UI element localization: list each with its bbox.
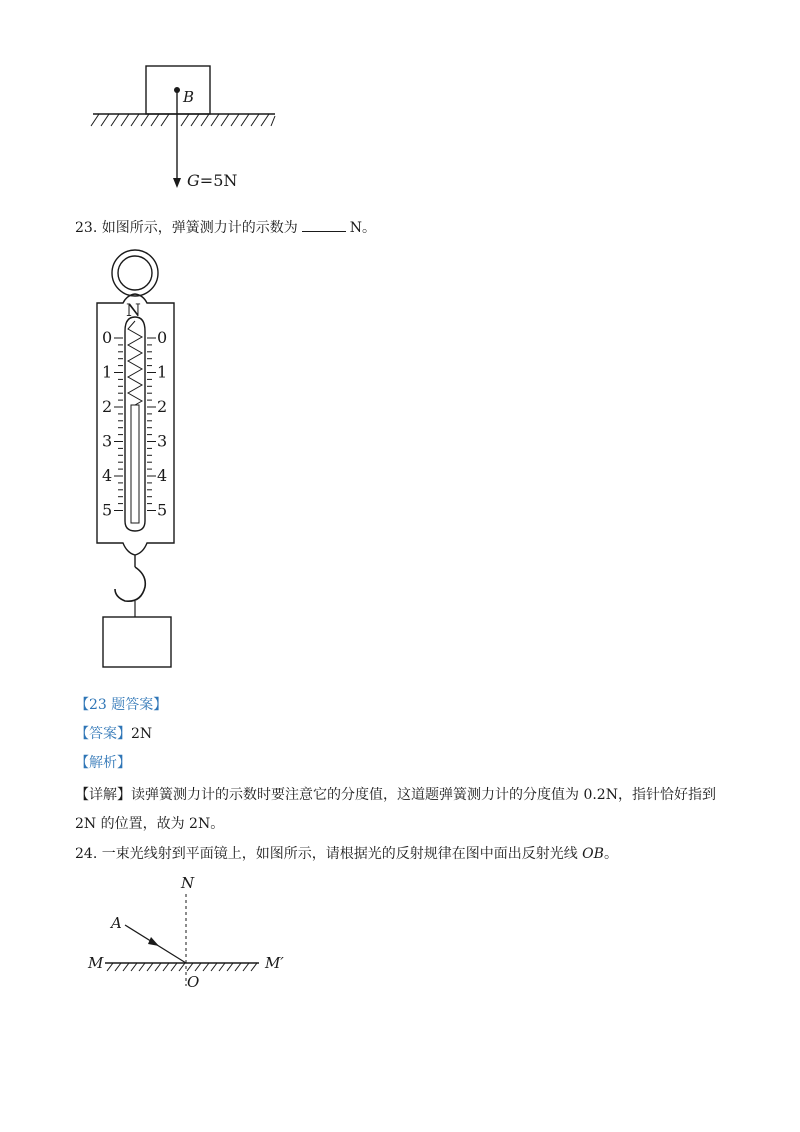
scale-tick-label-right: 0 bbox=[157, 328, 168, 347]
mirror-left-label: M bbox=[88, 954, 104, 972]
scale-tick-label-left: 4 bbox=[102, 466, 113, 485]
scale-tick-label-left: 0 bbox=[102, 328, 113, 347]
scale-tick-label-right: 5 bbox=[157, 500, 168, 520]
spring-scale-figure bbox=[85, 245, 195, 675]
scale-tick-label-left: 1 bbox=[102, 362, 113, 382]
hanging-weight bbox=[103, 617, 171, 667]
analysis-tag: 【解析】 bbox=[75, 755, 131, 771]
ground-hatching bbox=[91, 114, 275, 126]
scale-tick-label-right: 4 bbox=[157, 466, 168, 485]
arrow-head bbox=[173, 178, 181, 188]
normal-label: N bbox=[181, 874, 195, 892]
scale-tick-label-left: 3 bbox=[102, 431, 113, 451]
hook bbox=[115, 567, 145, 601]
scale-ticks bbox=[114, 338, 156, 511]
answer-blank bbox=[302, 219, 346, 232]
q23-prompt: 23. 如图所示，弹簧测力计的示数为 N。 bbox=[75, 220, 376, 236]
point-b-label: B bbox=[183, 88, 195, 106]
spring bbox=[128, 321, 142, 405]
q24-prompt: 24. 一束光线射到平面镜上，如图所示，请根据光的反射规律在图中面出反射光线 OB。 bbox=[75, 846, 618, 862]
scale-tick-label-left: 5 bbox=[102, 500, 113, 520]
weight-label: G=5N bbox=[187, 171, 238, 190]
detail-line-2: 2N 的位置，故为 2N。 bbox=[75, 816, 225, 832]
block-weight-figure bbox=[85, 60, 285, 200]
unit-label: N bbox=[126, 301, 141, 321]
top-ring bbox=[112, 250, 158, 296]
reflection-figure bbox=[85, 870, 305, 995]
mirror-hatching bbox=[107, 963, 257, 971]
mirror-right-label: M′ bbox=[265, 954, 284, 972]
scale-tick-label-right: 2 bbox=[157, 397, 168, 416]
answer-header: 【23 题答案】 bbox=[75, 697, 168, 713]
point-o-label: O bbox=[187, 973, 200, 991]
scale-tick-label-left: 2 bbox=[102, 397, 113, 416]
detail-line-1: 【详解】读弹簧测力计的示数时要注意它的分度值，这道题弹簧测力计的分度值为 0.2N，指针恰好指到 bbox=[75, 787, 716, 803]
scale-tick-label-right: 1 bbox=[157, 362, 168, 382]
scale-tick-label-right: 3 bbox=[157, 431, 168, 451]
point-a-label: A bbox=[111, 914, 122, 932]
answer-line: 【答案】2N bbox=[75, 726, 153, 742]
incident-arrow bbox=[148, 937, 159, 946]
pointer-rod bbox=[131, 405, 139, 523]
